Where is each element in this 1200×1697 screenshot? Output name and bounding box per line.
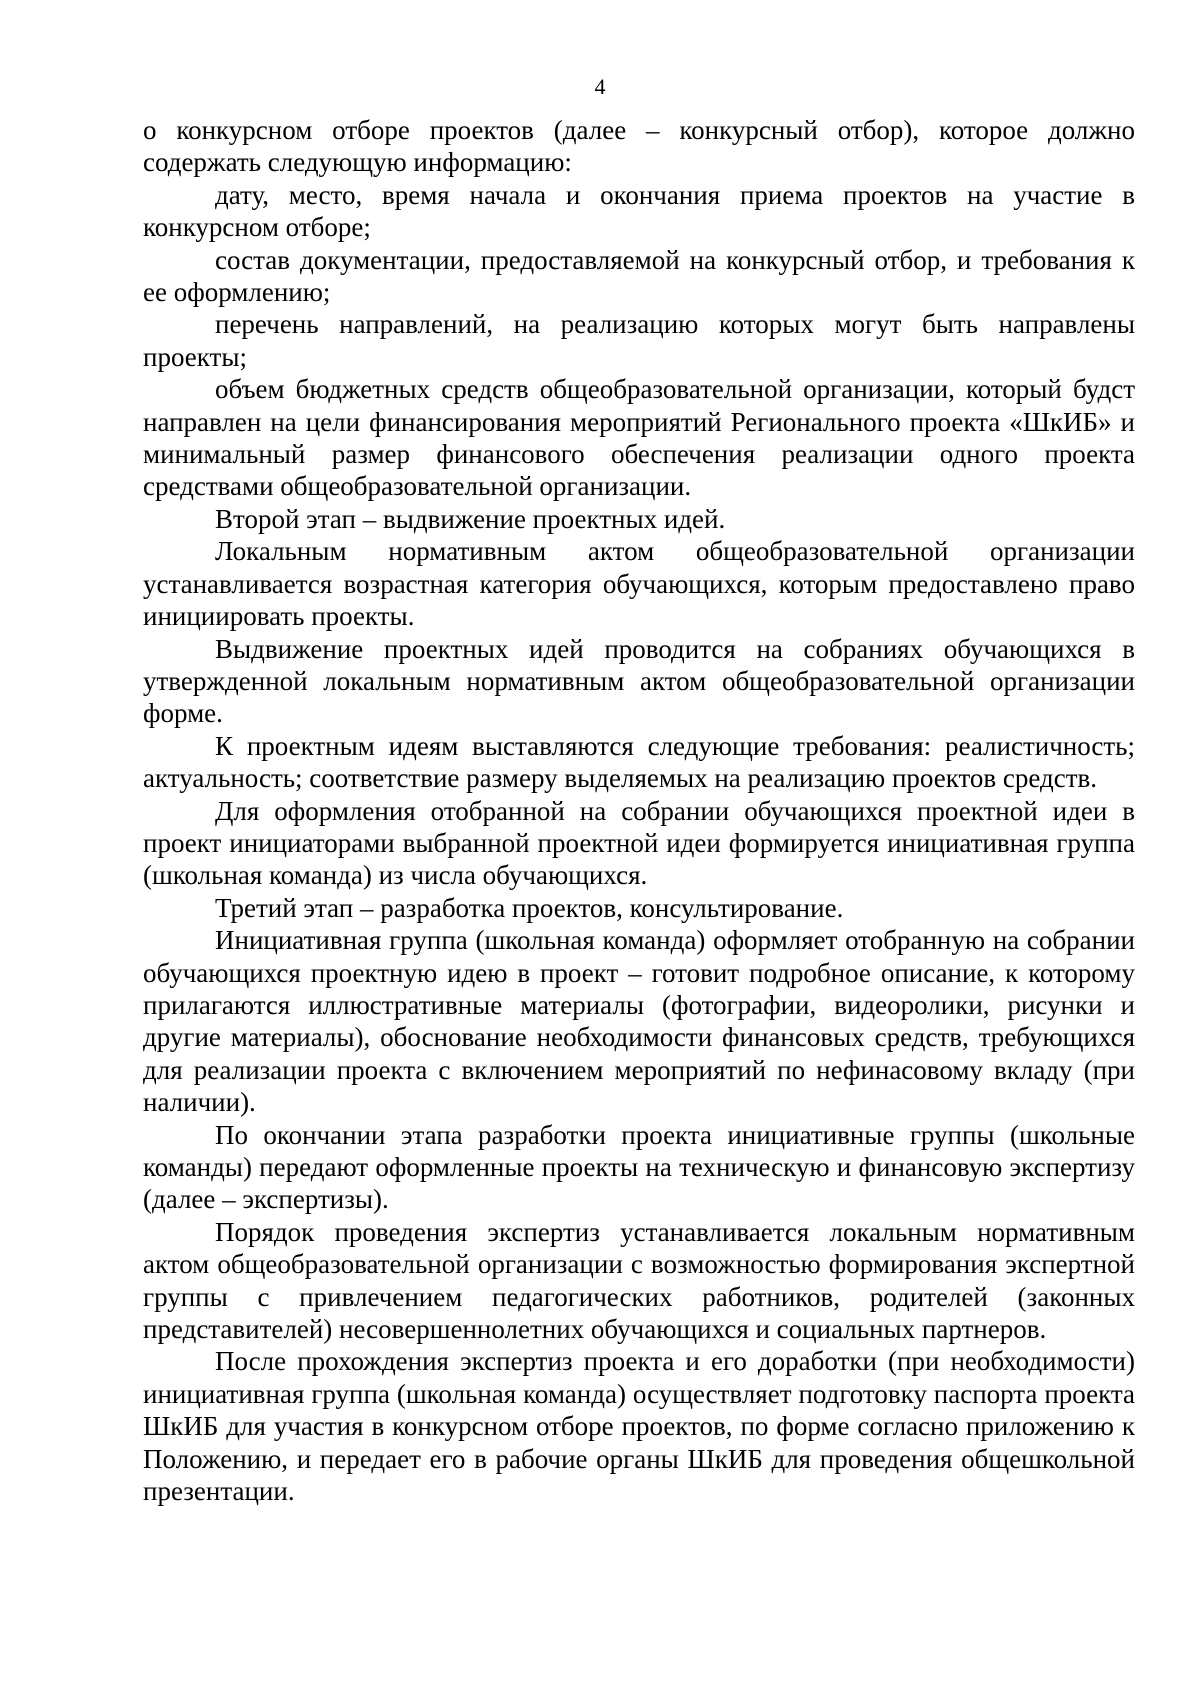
paragraph-documentation: состав документации, предоставляемой на конкурсный отбор, и требования к ее оформлению; (143, 244, 1135, 308)
paragraph-project-preparation: Инициативная группа (школьная команда) оформляет отобранную на собрании обучающихся проектную идею в проект – готовит подробное описание, к которому прилагаются иллюстративные материалы (фотографии, видеоролики, рисунки и другие материалы), обоснование необходимости финансовых средств, требующихся для реализации проекта с включением мероприятий по нефинасовому вкладу (при наличии). (143, 925, 1135, 1118)
paragraph-continuation: о конкурсном отборе проектов (далее – конкурсный отбор), которое должно содержать следующую информацию: (143, 115, 1135, 178)
paragraph-age-category: Локальным нормативным актом общеобразовательной организации устанавливается возрастная категория обучающихся, которым предоставлено право инициировать проекты. (143, 536, 1135, 632)
paragraph-expertise-procedure: Порядок проведения экспертиз устанавливается локальным нормативным актом общеобразовательной организации с возможностью формирования экспертной группы с привлечением педагогических работников, родителей (законных представителей) несовершеннолетних обучающихся и социальных партнеров. (143, 1216, 1135, 1345)
page-number: 4 (594, 74, 606, 99)
paragraph-passport: После прохождения экспертиз проекта и его доработки (при необходимости) инициативная группа (школьная команда) осуществляет подготовку паспорта проекта ШкИБ для участия в конкурсном отборе проектов, по форме согласно приложению к Положению, и передает его в рабочие органы ШкИБ для проведения общешкольной презентации. (143, 1346, 1135, 1507)
paragraph-directions: перечень направлений, на реализацию которых могут быть направлены проекты; (143, 309, 1135, 372)
paragraph-budget: объем бюджетных средств общеобразовательной организации, который будст направлен на цели финансирования мероприятий Регионального проекта «ШкИБ» и минимальный размер финансового обеспечения реализации одного проекта средствами общеобразовательной организации. (143, 374, 1135, 502)
paragraph-nomination: Выдвижение проектных идей проводится на собраниях обучающихся в утвержденной локальным нормативным актом общеобразовательной организации форме. (143, 633, 1135, 729)
paragraph-stage-two: Второй этап – выдвижение проектных идей. (215, 503, 726, 534)
paragraph-stage-three: Третий этап – разработка проектов, консультирование. (215, 892, 844, 923)
document-body (143, 114, 1135, 1507)
paragraph-initiative-group: Для оформления отобранной на собрании обучающихся проектной идеи в проект инициаторами выбранной проектной идеи формируется инициативная группа (школьная команда) из числа обучающихся. (143, 795, 1135, 891)
paragraph-expertise-submission: По окончании этапа разработки проекта инициативные группы (школьные команды) передают оформленные проекты на техническую и финансовую экспертизу (далее – экспертизы). (143, 1119, 1135, 1215)
paragraph-requirements: К проектным идеям выставляются следующие требования: реалистичность; актуальность; соответствие размеру выделяемых на реализацию проектов средств. (143, 730, 1135, 794)
paragraph-dates: дату, место, время начала и окончания приема проектов на участие в конкурсном отборе; (143, 179, 1135, 243)
